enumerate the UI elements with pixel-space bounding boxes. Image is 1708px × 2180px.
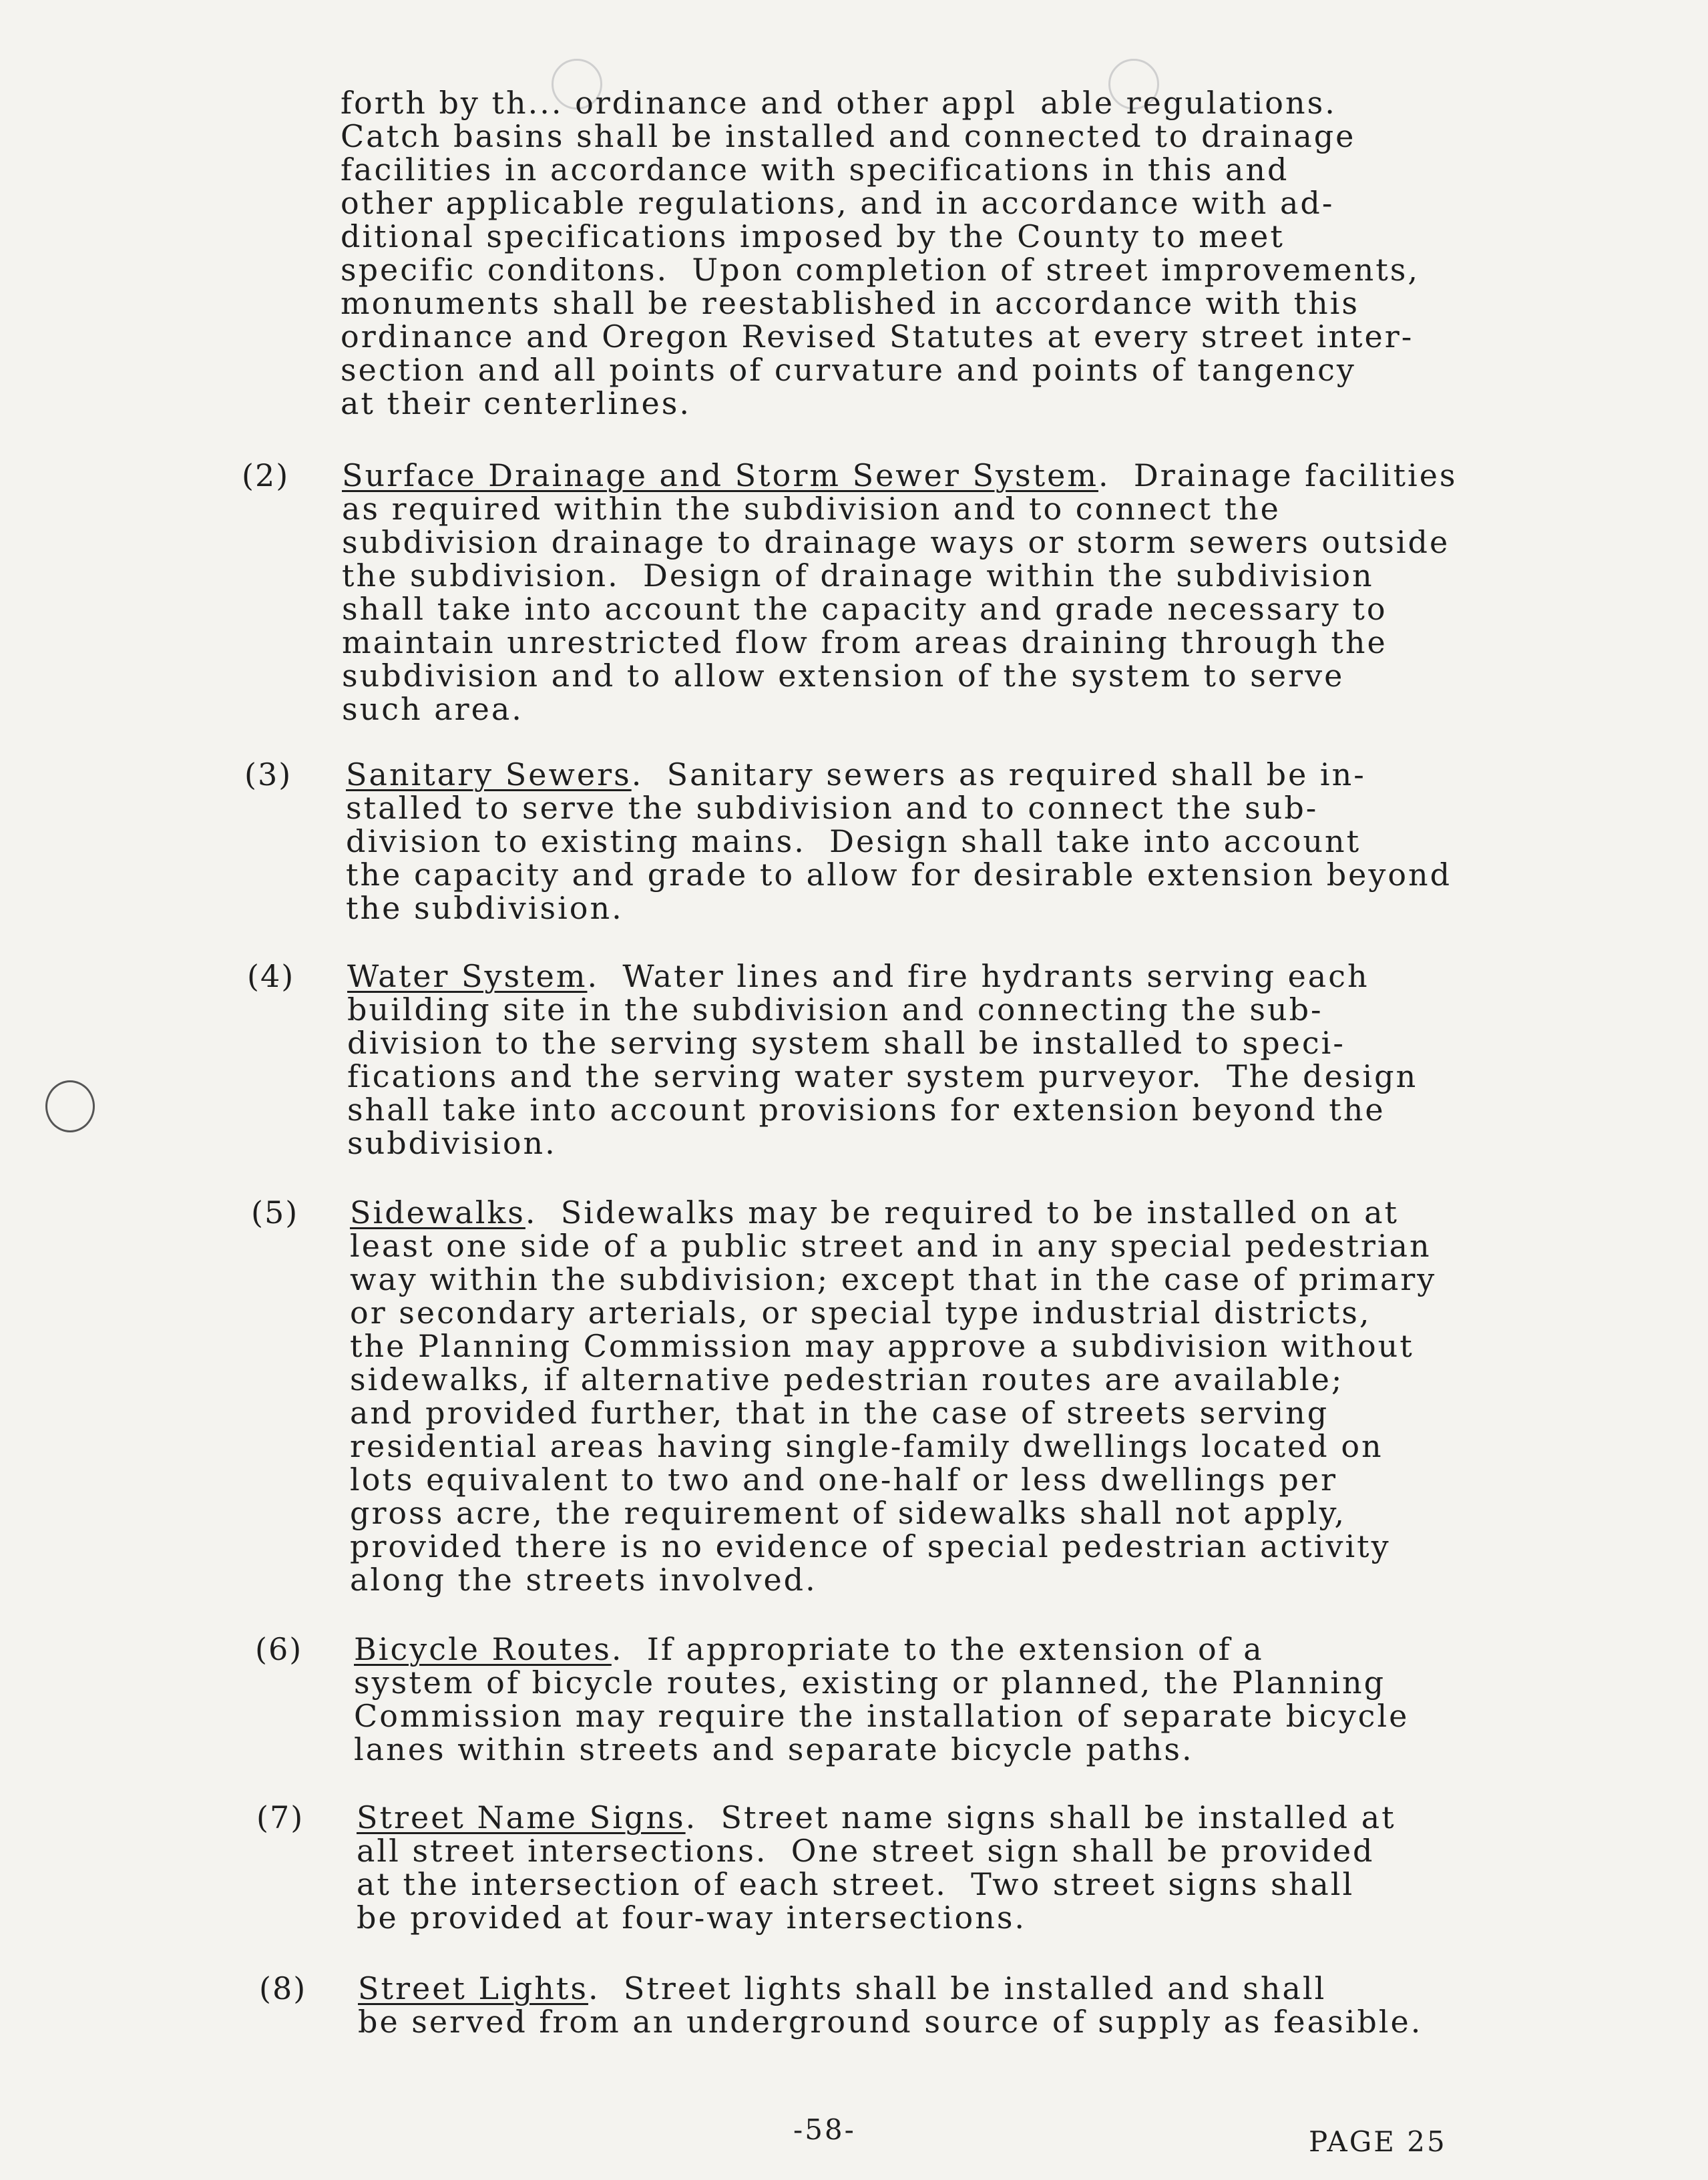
text-line: be served from an underground source of supply as feasible.: [358, 2004, 1423, 2040]
text-line: or secondary arterials, or special type industrial districts,: [350, 1295, 1371, 1331]
page-label: PAGE 25: [1309, 2125, 1447, 2158]
item-number: (3): [244, 756, 292, 793]
text-line: and provided further, that in the case of streets serving: [350, 1395, 1329, 1431]
text-line: lots equivalent to two and one-half or less dwellings per: [350, 1462, 1338, 1498]
text-line: fications and the serving water system purveyor. The design: [347, 1058, 1418, 1094]
item-heading-rest: . Street name signs shall be installed at: [685, 1799, 1396, 1835]
item-heading: Street Name Signs: [357, 1799, 686, 1835]
text-line: subdivision.: [347, 1125, 557, 1161]
text-line: division to existing mains. Design shall take into account: [346, 823, 1361, 859]
text-line: be provided at four-way intersections.: [357, 1900, 1027, 1936]
item-heading-rest: . Sidewalks may be required to be installed on at: [525, 1194, 1399, 1231]
punch-hole-left: [45, 1080, 95, 1132]
item-first-line: [342, 458, 1458, 493]
text-line: building site in the subdivision and connecting the sub-: [347, 992, 1323, 1028]
item-heading: Street Lights: [358, 1970, 588, 2006]
item-first-line: [357, 1800, 1396, 1835]
page-number: -58-: [793, 2113, 856, 2146]
text-line: shall take into account provisions for extension beyond the: [347, 1092, 1385, 1128]
item-heading: Water System: [347, 958, 588, 994]
text-line: as required within the subdivision and to connect the: [342, 491, 1281, 527]
text-line: specific conditons. Upon completion of street improvements,: [341, 252, 1420, 288]
text-line: maintain unrestricted flow from areas draining through the: [342, 624, 1387, 660]
text-line: at their centerlines.: [341, 385, 691, 421]
item-number: (6): [255, 1631, 303, 1667]
item-heading: Sidewalks: [350, 1194, 525, 1231]
item-first-line: [347, 959, 1369, 994]
text-line: subdivision and to allow extension of the system to serve: [342, 658, 1345, 694]
text-line: ditional specifications imposed by the County to meet: [341, 218, 1285, 254]
text-line: the capacity and grade to allow for desirable extension beyond: [346, 857, 1452, 893]
text-line: residential areas having single-family dwellings located on: [350, 1428, 1383, 1464]
text-line: monuments shall be reestablished in accordance with this: [341, 285, 1360, 321]
text-line: along the streets involved.: [350, 1562, 817, 1598]
text-line: ordinance and Oregon Revised Statutes at every street inter-: [341, 318, 1414, 355]
item-first-line: [354, 1632, 1264, 1667]
text-line: at the intersection of each street. Two street signs shall: [357, 1866, 1355, 1902]
text-line: provided there is no evidence of special pedestrian activity: [350, 1528, 1391, 1564]
item-heading-rest: . Street lights shall be installed and shall: [588, 1970, 1327, 2006]
text-line: sidewalks, if alternative pedestrian routes are available;: [350, 1361, 1344, 1397]
text-line: such area.: [342, 691, 523, 727]
item-first-line: [350, 1195, 1399, 1230]
text-line: section and all points of curvature and points of tangency: [341, 352, 1356, 388]
text-line: shall take into account the capacity and grade necessary to: [342, 591, 1387, 627]
text-line: all street intersections. One street sign shall be provided: [357, 1833, 1375, 1869]
item-heading-rest: . If appropriate to the extension of a: [611, 1631, 1264, 1667]
item-heading-rest: . Drainage facilities: [1098, 457, 1458, 493]
text-line: lanes within streets and separate bicycle paths.: [354, 1731, 1194, 1767]
item-first-line: [358, 1971, 1326, 2006]
item-heading: Surface Drainage and Storm Sewer System: [342, 457, 1098, 493]
item-number: (4): [247, 958, 295, 994]
text-line: other applicable regulations, and in accordance with ad-: [341, 185, 1335, 221]
text-line: forth by th... ordinance and other appl able regulations.: [341, 85, 1337, 121]
text-line: facilities in accordance with specifications in this and: [341, 152, 1289, 188]
item-number: (7): [256, 1799, 304, 1835]
text-line: subdivision drainage to drainage ways or storm sewers outside: [342, 524, 1450, 560]
item-number: (2): [242, 457, 290, 493]
item-heading: Bicycle Routes: [354, 1631, 612, 1667]
text-line: the Planning Commission may approve a subdivision without: [350, 1328, 1414, 1364]
text-line: way within the subdivision; except that in the case of primary: [350, 1261, 1437, 1297]
item-heading-rest: . Sanitary sewers as required shall be in-: [631, 756, 1366, 793]
text-line: Commission may require the installation of separate bicycle: [354, 1698, 1410, 1734]
item-heading-rest: . Water lines and fire hydrants serving each: [587, 958, 1369, 994]
text-line: system of bicycle routes, existing or planned, the Planning: [354, 1665, 1386, 1701]
text-line: stalled to serve the subdivision and to connect the sub-: [346, 790, 1319, 826]
text-line: the subdivision. Design of drainage within the subdivision: [342, 558, 1374, 594]
item-number: (5): [251, 1194, 299, 1231]
text-line: least one side of a public street and in any special pedestrian: [350, 1228, 1432, 1264]
text-line: the subdivision.: [346, 890, 624, 926]
text-line: division to the serving system shall be installed to speci-: [347, 1025, 1345, 1061]
text-line: gross acre, the requirement of sidewalks shall not apply,: [350, 1495, 1346, 1531]
item-heading: Sanitary Sewers: [346, 756, 632, 793]
item-number: (8): [259, 1970, 307, 2006]
text-line: Catch basins shall be installed and connected to drainage: [341, 118, 1356, 154]
item-first-line: [346, 757, 1366, 792]
